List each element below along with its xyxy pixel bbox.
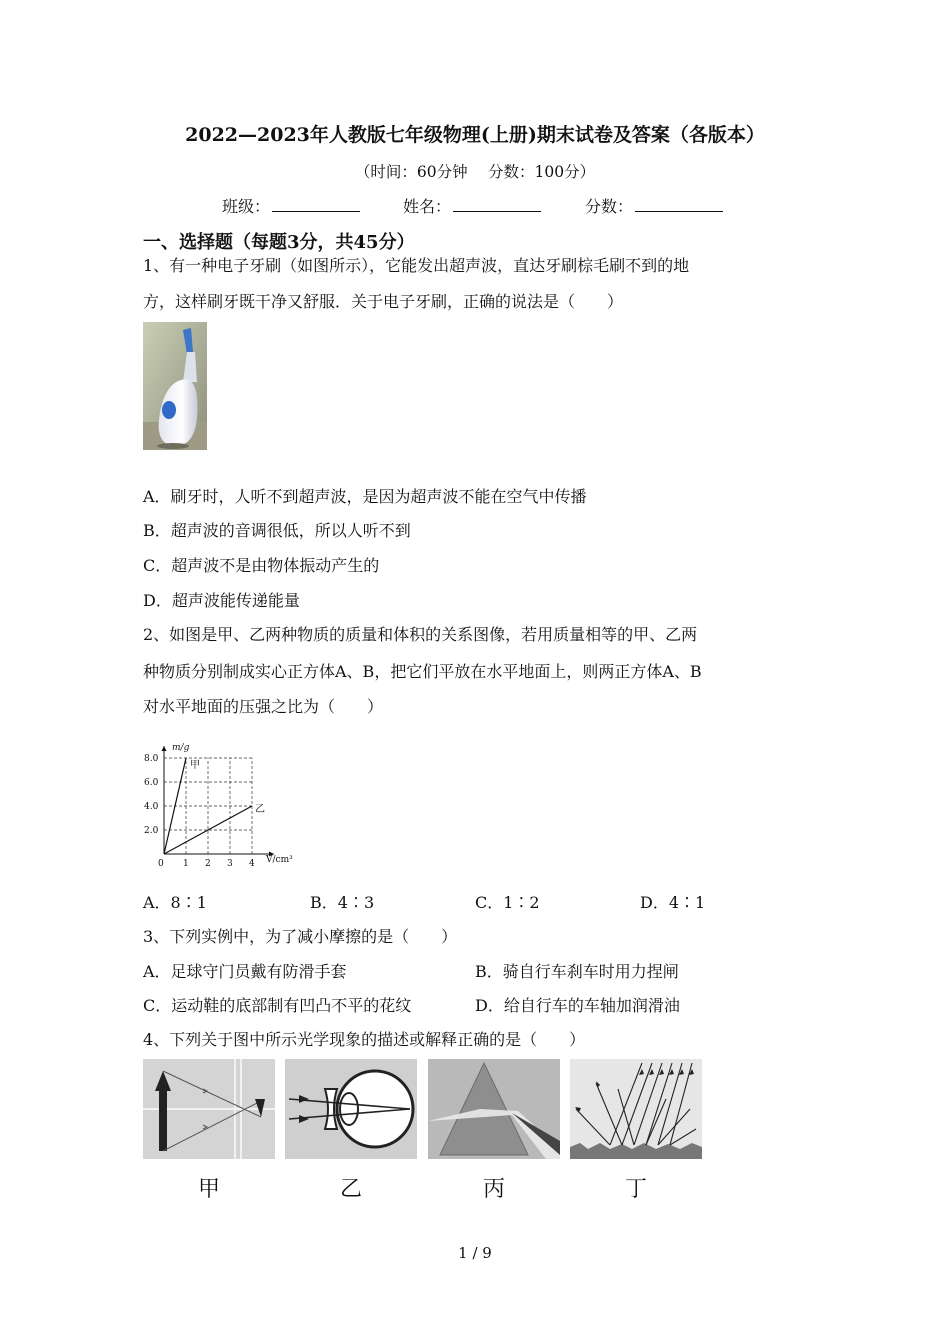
- q3-stem: 3、下列实例中，为了减小摩擦的是（ ）: [143, 927, 458, 946]
- toothbrush-image: [143, 322, 207, 450]
- series-label-1: 乙: [255, 804, 265, 815]
- figure-jia: [143, 1059, 275, 1159]
- class-blank: [272, 197, 360, 212]
- name-blank: [453, 197, 541, 212]
- q2-option-b[interactable]: B．4∶3: [310, 893, 375, 912]
- q2-option-a[interactable]: A．8∶1: [143, 893, 207, 912]
- y-tick-label: 4.0: [144, 802, 159, 812]
- name-label: 姓名：: [403, 197, 452, 216]
- q1-stem-1: 1、有一种电子牙刷（如图所示），它能发出超声波，直达牙刷棕毛刷不到的地: [143, 256, 690, 275]
- y-tick-label: 6.0: [144, 778, 159, 788]
- x-axis-label: V/cm³: [266, 855, 293, 865]
- score-label: 分数：: [585, 197, 634, 216]
- score-field: [585, 194, 723, 217]
- figure-yi-label: 乙: [339, 1177, 362, 1202]
- q2-stem-1: 2、如图是甲、乙两种物质的质量和体积的关系图像，若用质量相等的甲、乙两: [143, 625, 698, 644]
- figure-yi: [285, 1059, 417, 1159]
- q2-option-d[interactable]: D．4∶1: [640, 893, 706, 912]
- page-number: 1 / 9: [458, 1244, 492, 1262]
- class-field: [222, 194, 360, 217]
- section-heading: 一、选择题（每题3分，共45分）: [143, 232, 415, 253]
- exam-info: （时间：60分钟 分数：100分）: [354, 163, 596, 181]
- x-tick-label: 1: [183, 859, 189, 868]
- q1-option-a[interactable]: A．刷牙时，人听不到超声波，是因为超声波不能在空气中传播: [143, 487, 587, 506]
- figure-bing: [428, 1059, 560, 1159]
- series-label-0: 甲: [190, 760, 200, 771]
- q1-stem-2: 方，这样刷牙既干净又舒服．关于电子牙刷，正确的说法是（ ）: [143, 292, 624, 311]
- q1-option-b[interactable]: B．超声波的音调很低，所以人听不到: [143, 521, 411, 540]
- q1-option-d[interactable]: D．超声波能传递能量: [143, 591, 300, 610]
- q3-option-a[interactable]: A．足球守门员戴有防滑手套: [143, 962, 347, 981]
- x-tick-label: 4: [249, 859, 255, 868]
- q2-option-c[interactable]: C．1∶2: [475, 893, 540, 912]
- figure-jia-label: 甲: [197, 1177, 220, 1202]
- y-tick-label: 2.0: [144, 826, 159, 836]
- x-tick-label: 2: [205, 859, 211, 868]
- y-axis-arrow: [162, 746, 167, 751]
- class-label: 班级：: [222, 197, 271, 216]
- q1-option-c[interactable]: C．超声波不是由物体振动产生的: [143, 556, 380, 575]
- series-line-0: [164, 758, 186, 854]
- q3-option-d[interactable]: D．给自行车的车轴加润滑油: [475, 996, 680, 1015]
- name-field: [403, 194, 541, 217]
- y-axis-label: m/g: [172, 743, 190, 753]
- x-tick-label: 0: [158, 859, 164, 868]
- page-title: 2022—2023年人教版七年级物理(上册)期末试卷及答案（各版本）: [185, 124, 765, 146]
- score-blank: [635, 197, 723, 212]
- q2-stem-3: 对水平地面的压强之比为（ ）: [143, 697, 384, 716]
- figure-ding-label: 丁: [624, 1177, 647, 1202]
- figure-bing-label: 丙: [482, 1177, 505, 1202]
- y-tick-label: 8.0: [144, 754, 159, 764]
- q2-stem-2: 种物质分别制成实心正方体A、B，把它们平放在水平地面上，则两正方体A、B: [143, 662, 702, 681]
- q3-option-c[interactable]: C．运动鞋的底部制有凹凸不平的花纹: [143, 996, 412, 1015]
- q3-option-b[interactable]: B．骑自行车刹车时用力捏闸: [475, 962, 679, 981]
- figure-ding: [570, 1059, 702, 1159]
- mass-volume-chart: [140, 726, 300, 868]
- q4-stem: 4、下列关于图中所示光学现象的描述或解释正确的是（ ）: [143, 1030, 586, 1049]
- x-tick-label: 3: [227, 859, 233, 868]
